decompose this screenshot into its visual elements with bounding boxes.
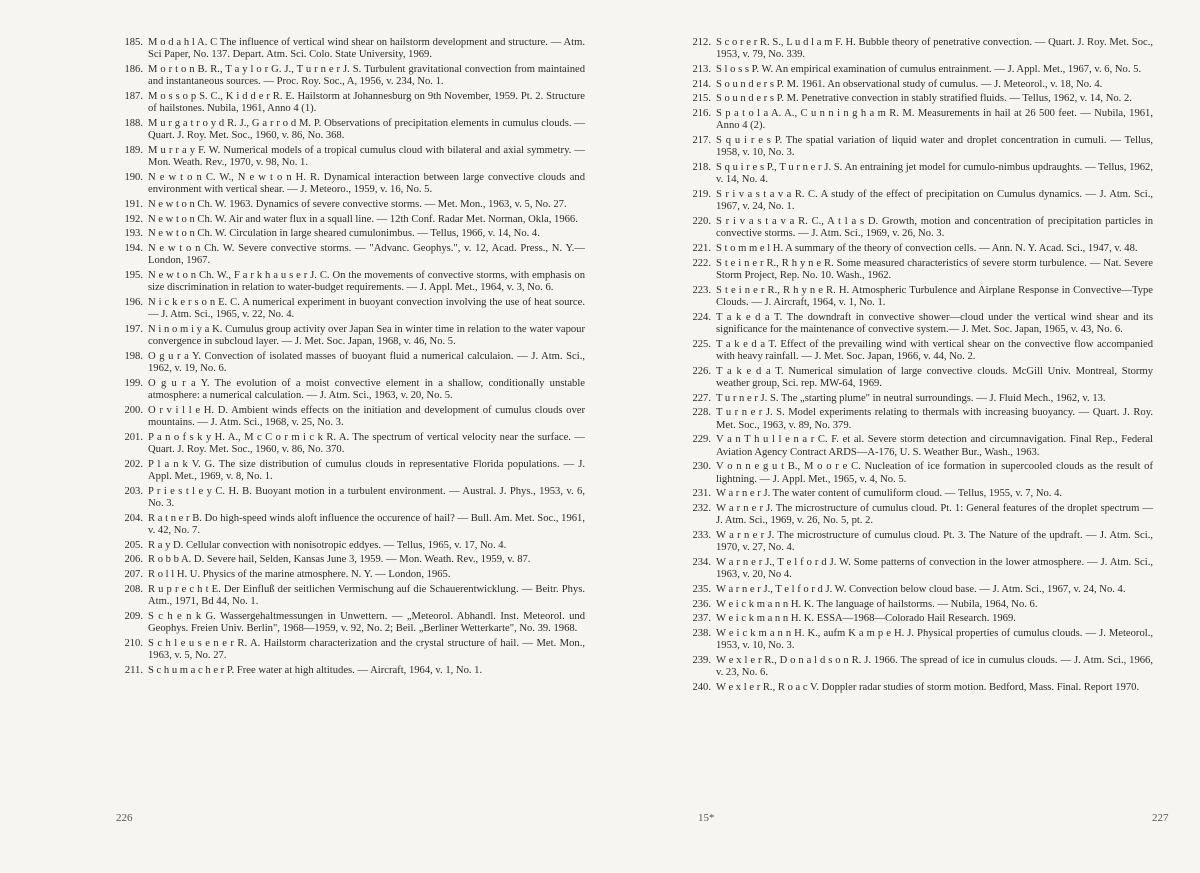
reference-number: 210. [124,637,143,649]
reference-number: 226. [692,365,711,377]
reference-text: S q u i r e s P., T u r n e r J. S. An entraining jet model for cumulo-nimbus updraughts. — Tellus, 1962, v. 14, No. 4. [716,162,1153,186]
reference-number: 209. [124,610,143,622]
reference-number: 204. [124,512,143,524]
reference-number: 208. [124,583,143,595]
reference-number: 223. [692,284,711,296]
reference-list-right [683,37,1153,697]
reference-item [683,93,1153,105]
reference-number: 220. [692,215,711,227]
page-number-right: 227 [1152,812,1169,824]
reference-number: 216. [692,108,711,120]
reference-item [115,64,585,89]
reference-number: 233. [692,529,711,541]
reference-item [115,378,585,403]
reference-number: 234. [692,556,711,568]
reference-item [115,540,585,552]
reference-item [683,135,1153,160]
reference-item [683,189,1153,214]
reference-item [115,584,585,609]
right-page [600,0,1200,873]
reference-item [115,91,585,116]
reference-item [115,37,585,62]
reference-item [683,243,1153,255]
reference-number: 202. [124,458,143,470]
reference-item [683,162,1153,187]
reference-text: O r v i l l e H. D. Ambient winds effects on the initiation and development of cumulus clouds over mountains. — J. Atm. Sci., 1968, v. 25, No. 3. [148,404,585,429]
reference-item [115,459,585,484]
reference-text: S t o m m e l H. A summary of the theory of convection cells. — Ann. N. Y. Acad. Sci., 1947, v. 48. [716,242,1138,254]
reference-item [115,351,585,376]
reference-item [115,405,585,430]
reference-number: 214. [692,78,711,90]
reference-item [683,285,1153,310]
page-number-left: 226 [116,812,133,824]
reference-item [115,569,585,581]
reference-text: S c h u m a c h e r P. Free water at high altitudes. — Aircraft, 1964, v. 1, No. 1. [148,664,483,676]
reference-text: W a r n e r J. The microstructure of cumulus cloud. Pt. 1: General features of the droplet spectrum — J. Atm. Sci., 1969, v. 26, No. 5, pt. 2. [716,502,1153,527]
reference-item [683,434,1153,459]
reference-number: 222. [692,257,711,269]
reference-item [683,584,1153,596]
reference-text: R u p r e c h t E. Der Einfluß der seitlichen Vermischung auf die Schauerentwicklung. — Beitr. Phys. Atm., 1971, Bd 44, No. 1. [148,583,585,608]
reference-item [683,655,1153,680]
reference-text: N e w t o n Ch. W. Severe convective storms. — "Advanc. Geophys.", v. 12, Acad. Press., N. Y.—London, 1967. [148,242,585,267]
signature-mark: 15* [698,812,715,824]
reference-text: S c o r e r R. S., L u d l a m F. H. Bubble theory of penetrative convection. — Quart. J. Roy. Met. Soc., 1953, v. 79, No. 339. [716,37,1153,61]
reference-item [683,312,1153,337]
reference-number: 197. [124,323,143,335]
reference-number: 194. [124,242,143,254]
reference-number: 228. [692,407,711,419]
reference-text: T u r n e r J. S. The „starting plume" in neutral surroundings. — J. Fluid Mech., 1962, v. 13. [716,392,1106,404]
reference-number: 218. [692,162,711,174]
reference-text: W e x l e r R., D o n a l d s o n R. J. 1966. The spread of ice in cumulus clouds. — J. Atm. Sci., 1966, v. 23, No. 6. [716,654,1153,679]
reference-text: N i n o m i y a K. Cumulus group activity over Japan Sea in winter time in relation to the water vapour convergence in subcloud layer. — J. Met. Soc. Japan, 1968, v. 46, No. 5. [148,323,585,348]
reference-list-left [115,37,585,680]
reference-number: 196. [124,296,143,308]
reference-text: W a r n e r J., T e l f o r d J. W. Convection below cloud base. — J. Atm. Sci., 1967, v. 24, No. 4. [716,583,1126,595]
reference-number: 207. [124,569,143,581]
reference-number: 229. [692,434,711,446]
reference-item [683,628,1153,653]
reference-item [115,172,585,197]
reference-text: W a r n e r J., T e l f o r d J. W. Some patterns of convection in the lower atmosphere. — J. Atm. Sci., 1963, v. 20, No 4. [716,556,1153,581]
reference-item [115,228,585,240]
reference-number: 240. [692,681,711,693]
reference-text: T a k e d a T. Effect of the prevailing wind with vertical shear on the convective flow accompanied with heavy rainfall. — J. Met. Soc. Japan, 1966, v. 44, No. 2. [716,338,1153,362]
reference-text: N i c k e r s o n E. C. A numerical experiment in buoyant convection involving the use of heat source. — J. Atm. Sci., 1965, v. 22, No. 4. [148,296,585,321]
reference-text: S q u i r e s P. The spatial variation of liquid water and droplet concentration in cumuli. — Tellus, 1958, v. 10, No. 3. [716,135,1153,159]
reference-item [683,339,1153,364]
reference-item [115,432,585,457]
reference-number: 205. [124,539,143,551]
reference-text: T a k e d a T. The downdraft in convective shower—cloud under the vertical wind shear and its significance for the maintenance of convective system.— J. Met. Soc. Japan, 1965, v. 43, No. 6. [716,311,1153,335]
reference-item [683,461,1153,486]
reference-number: 221. [692,242,711,254]
reference-item [683,599,1153,611]
reference-number: 185. [124,37,143,48]
reference-text: N e w t o n C. W., N e w t o n H. R. Dynamical interaction between large convective clouds and environment with vertical shear. — J. Meteoro., 1959, v. 16, No. 5. [148,171,585,196]
reference-text: M o s s o p S. C., K i d d e r R. E. Hailstorm at Johannesburg on 9th November, 1959. Pt. 2. Structure of hailstones. Nubila, 1961, Anno 4 (1). [148,90,585,115]
reference-number: 230. [692,461,711,473]
reference-text: R o b b A. D. Severe hail, Selden, Kansas June 3, 1959. — Mon. Weath. Rev., 1959, v. 87. [148,554,531,566]
reference-text: W e i c k m a n n H. K. ESSA—1968—Colorado Hail Research. 1969. [716,613,1016,625]
reference-number: 192. [124,213,143,225]
reference-text: R a t n e r B. Do high-speed winds aloft influence the occurence of hail? — Bull. Am. Met. Soc., 1961, v. 42, No. 7. [148,512,585,537]
reference-item [683,682,1153,694]
reference-item [115,243,585,268]
reference-number: 187. [124,90,143,102]
reference-item [683,37,1153,62]
reference-number: 217. [692,135,711,147]
reference-text: W e x l e r R., R o a c V. Doppler radar studies of storm motion. Bedford, Mass. Final. Report 1970. [716,681,1140,693]
reference-text: N e w t o n Ch. W., F a r k h a u s e r J. C. On the movements of convective storms, with emphasis on size discrimination in relation to water-budget requirements. — J. Appl. Met., 1964, v. 3, No. 6. [148,269,585,294]
reference-number: 206. [124,554,143,566]
reference-number: 188. [124,117,143,129]
reference-text: R a y D. Cellular convection with nonisotropic eddyes. — Tellus, 1965, v. 17, No. 4. [148,539,507,551]
reference-number: 199. [124,377,143,389]
reference-text: S r i v a s t a v a R. C., A t l a s D. Growth, motion and concentration of precipitation particles in convective storms. — J. Atm. Sci., 1969, v. 26, No. 3. [716,215,1153,240]
reference-text: O g u r a Y. The evolution of a moist convective element in a shallow, conditionally unstable atmosphere: a numerical calculation. — J. Atm. Sci., 1963, v. 20, No. 5. [148,377,585,402]
reference-item [683,393,1153,405]
reference-item [683,79,1153,91]
reference-item [683,366,1153,391]
reference-text: S t e i n e r R., R h y n e R. H. Atmospheric Turbulence and Airplane Response in Convective—Type Clouds. — J. Aircraft, 1964, v. 1, No. 1. [716,284,1153,308]
reference-text: S l o s s P. W. An empirical examination of cumulus entrainment. — J. Appl. Met., 1967, v. 6, No. 5. [716,63,1142,75]
reference-text: P a n o f s k y H. A., M c C o r m i c k R. A. The spectrum of vertical velocity near the surface. — Quart. J. Roy. Met. Soc., 1960, v. 86, No. 370. [148,431,585,456]
reference-text: M o r t o n B. R., T a y l o r G. J., T u r n e r J. S. Turbulent gravitational convection from maintained and instantaneous sources. — Proc. Roy. Soc., A, 1956, v. 234, No. 1. [148,63,585,88]
reference-item [115,513,585,538]
reference-number: 212. [692,37,711,48]
reference-number: 219. [692,189,711,200]
reference-number: 211. [124,664,143,676]
reference-number: 225. [692,338,711,350]
reference-text: P l a n k V. G. The size distribution of cumulus clouds in representative Florida populations. — J. Appl. Met., 1969, v. 8, No. 1. [148,458,585,483]
reference-number: 186. [124,63,143,75]
reference-number: 190. [124,171,143,183]
reference-number: 231. [692,488,711,500]
reference-item [115,297,585,322]
reference-item [683,258,1153,283]
reference-item [683,407,1153,432]
reference-item [115,145,585,170]
reference-item [115,324,585,349]
reference-item [683,530,1153,555]
reference-text: S c h l e u s e n e r R. A. Hailstorm characterization and the crystal structure of hail. — Met. Mon., 1963, v. 5, No. 27. [148,637,585,662]
reference-text: W e i c k m a n n H. K., aufm K a m p e H. J. Physical properties of cumulus clouds. — J. Meteorol., 1953, v. 10, No. 3. [716,627,1153,652]
reference-number: 203. [124,485,143,497]
reference-text: S t e i n e r R., R h y n e R. Some measured characteristics of severe storm turbulence. — Nat. Severe Storm Project, Rep. No. 10. Wash., 1962. [716,257,1153,281]
reference-item [683,557,1153,582]
reference-item [115,199,585,211]
reference-text: S c h e n k G. Wassergehaltmessungen in Unwettern. — „Meteorol. Abhandl. Inst. Meteorol. und Geophys. Freien Univ. Berlin", 1968—1959, v. 92, No. 2; Beil. „Berliner Wetterkarte", No. 39. 1968. [148,610,585,635]
reference-number: 239. [692,654,711,666]
reference-number: 213. [692,63,711,75]
reference-item [683,488,1153,500]
reference-item [115,118,585,143]
reference-number: 232. [692,502,711,514]
reference-item [683,503,1153,528]
reference-text: O g u r a Y. Convection of isolated masses of buoyant fluid a numerical calculaion. — J. Atm. Sci., 1962, v. 19, No. 6. [148,350,585,375]
reference-item [115,665,585,677]
reference-text: T a k e d a T. Numerical simulation of large convective clouds. McGill Univ. Montreal, Stormy weather group, Sci. rep. MW-64, 1969. [716,365,1153,389]
reference-item [115,611,585,636]
reference-item [683,216,1153,241]
reference-text: W e i c k m a n n H. K. The language of hailstorms. — Nubila, 1964, No. 6. [716,598,1038,610]
reference-text: N e w t o n Ch. W. Air and water flux in a squall line. — 12th Conf. Radar Met. Norman, Okla, 1966. [148,213,578,225]
reference-number: 193. [124,228,143,240]
reference-text: S r i v a s t a v a R. C. A study of the effect of precipitation on Cumulus dynamics. — J. Atm. Sci., 1967, v. 24, No. 1. [716,189,1153,213]
reference-item [115,554,585,566]
reference-item [115,214,585,226]
reference-text: V a n T h u l l e n a r C. F. et al. Severe storm detection and circumnavigation. Final Rep., Federal Aviation Agency Contract ARDS—A-176, U. S. Weather Bur., Wash., 1963. [716,434,1153,458]
reference-number: 191. [124,198,143,210]
reference-item [683,613,1153,625]
reference-item [115,270,585,295]
reference-item [683,108,1153,133]
reference-text: S p a t o l a A. A., C u n n i n g h a m R. M. Measurements in hail at 26 500 feet. — Nubila, 1961, Anno 4 (2). [716,108,1153,132]
reference-number: 200. [124,404,143,416]
reference-number: 237. [692,613,711,625]
reference-text: S o u n d e r s P. M. Penetrative convection in stably stratified fluids. — Tellus, 1962, v. 14, No. 2. [716,93,1132,105]
reference-text: P r i e s t l e y C. H. B. Buoyant motion in a turbulent environment. — Austral. J. Phys., 1953, v. 6, No. 3. [148,485,585,510]
reference-number: 235. [692,583,711,595]
reference-number: 227. [692,392,711,404]
reference-text: R o l l H. U. Physics of the marine atmosphere. N. Y. — London, 1965. [148,569,451,581]
reference-number: 238. [692,627,711,639]
reference-text: M u r r a y F. W. Numerical models of a tropical cumulus cloud with bilateral and axial symmetry. — Mon. Weath. Rev., 1970, v. 98, No. 1. [148,144,585,169]
reference-text: W a r n e r J. The microstructure of cumulus cloud. Pt. 3. The Nature of the updraft. — J. Atm. Sci., 1970, v. 27, No. 4. [716,529,1153,554]
reference-text: S o u n d e r s P. M. 1961. An observational study of cumulus. — J. Meteorol., v. 18, No. 4. [716,78,1103,90]
reference-item [115,486,585,511]
reference-number: 201. [124,431,143,443]
reference-text: N e w t o n Ch. W. 1963. Dynamics of severe convective storms. — Met. Mon., 1963, v. 5, No. 27. [148,198,567,210]
reference-text: M u r g a t r o y d R. J., G a r r o d M. P. Observations of precipitation elements in cumulus clouds. — Quart. J. Roy. Met. Soc., 1960, v. 86, No. 368. [148,117,585,142]
reference-text: W a r n e r J. The water content of cumuliform cloud. — Tellus, 1955, v. 7, No. 4. [716,488,1063,500]
reference-text: M o d a h l A. C The influence of vertical wind shear on hailstorm development and structure. — Atm. Sci Paper, No. 137. Depart. Atm. Sci. Colo. State University, 1969. [148,37,585,61]
reference-number: 236. [692,598,711,610]
reference-item [683,64,1153,76]
reference-number: 195. [124,269,143,281]
reference-number: 215. [692,93,711,105]
reference-text: N e w t o n Ch. W. Circulation in large sheared cumulonimbus. — Tellus, 1966, v. 14, No. 4. [148,228,540,240]
reference-text: V o n n e g u t B., M o o r e C. Nucleation of ice formation in supercooled clouds as the result of lightning. — J. Appl. Met., 1965, v. 4, No. 5. [716,461,1153,485]
reference-item [115,638,585,663]
reference-number: 224. [692,311,711,323]
reference-number: 198. [124,350,143,362]
reference-number: 189. [124,144,143,156]
reference-text: T u r n e r J. S. Model experiments relating to thermals with increasing buoyancy. — Quart. J. Roy. Met. Soc., 1963, v. 89, No. 379. [716,407,1153,431]
